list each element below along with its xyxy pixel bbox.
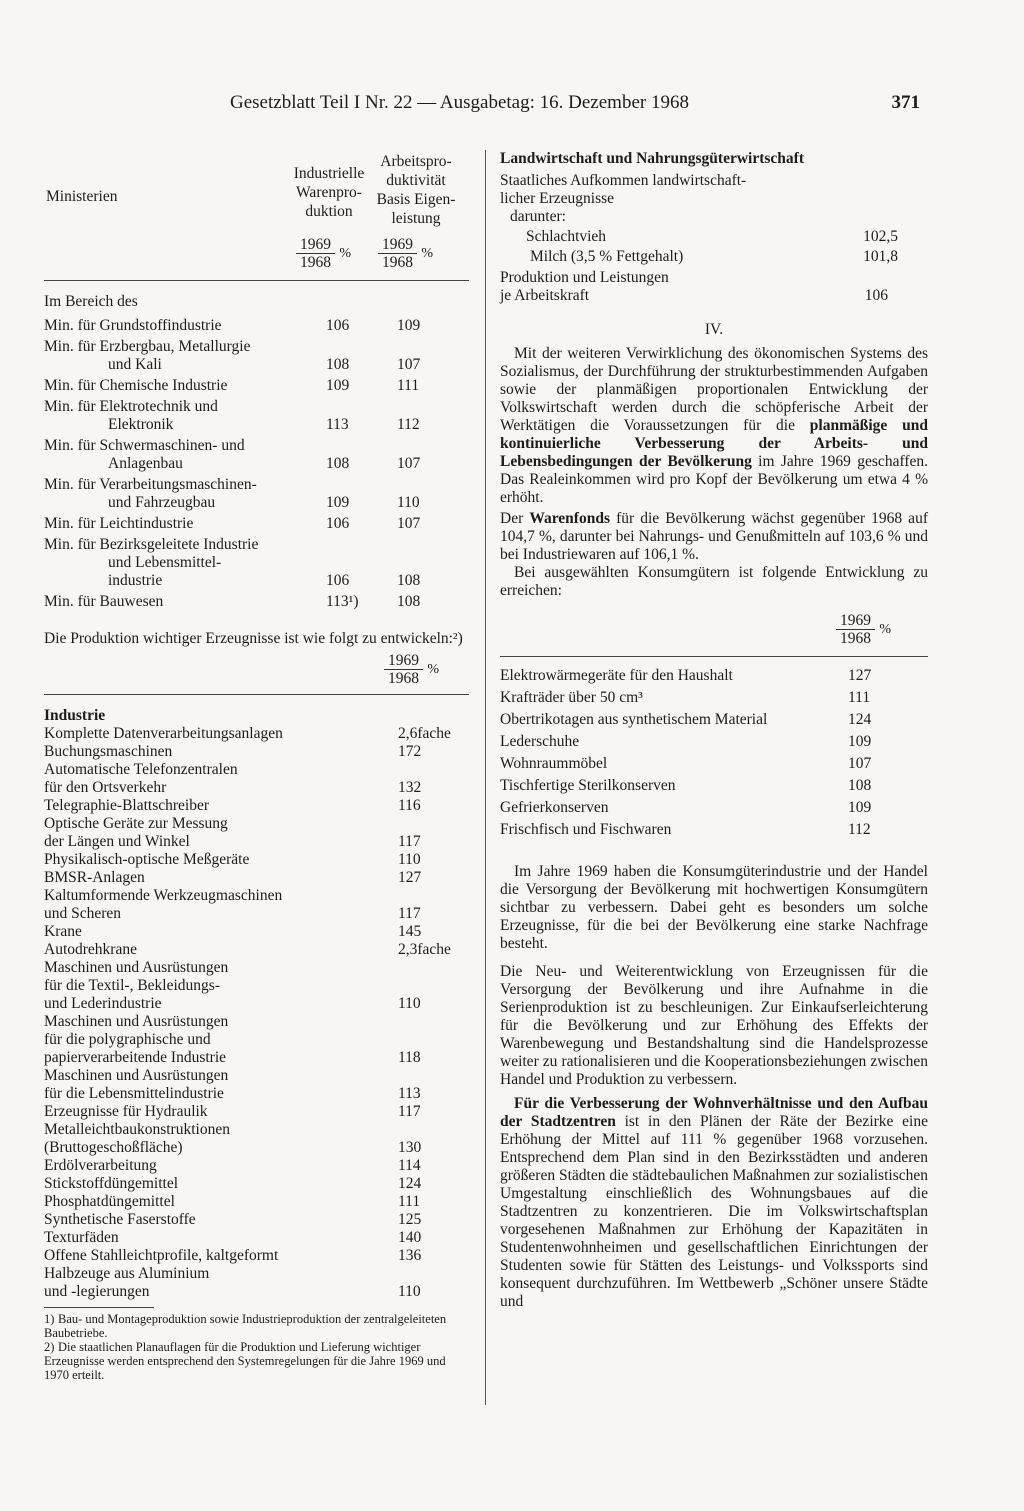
- row-label: und Lebensmittel-: [108, 554, 222, 571]
- table-row: [500, 821, 928, 839]
- row-label: Metalleichtbaukonstruktionen: [44, 1121, 230, 1138]
- table-row: [44, 437, 469, 473]
- row-value: 2,3fache: [398, 941, 451, 958]
- table-row: [500, 711, 928, 729]
- row-label: Min. für Elektrotechnik und: [44, 398, 218, 415]
- table-row: [44, 1013, 469, 1067]
- row-label: und Fahrzeugbau: [108, 494, 216, 511]
- table-row: [500, 689, 928, 707]
- table-row: [44, 851, 469, 869]
- row-label: für den Ortsverkehr: [44, 779, 167, 796]
- closing-para3: Für die Verbesserung der Wohnverhältnisse und den Aufbau der Stadtzentren ist in den Plänen der Räte der Bezirke eine Erhöhung der Mittel auf 111 % gegenüber 1968 vorzusehen. Entsprechend dem Plan sind in den Bezirksstädten und anderen größeren Städten die städtebaulichen Maßnahmen zur sozialistischen Umgestaltung einschließlich des Wohnungsbaues auf die Stadtzentren zu konzentrieren. Die im Volkswirtschaftsplan vorgesehenen Maßnahmen zur Erhöhung der Kapazitäten in Studentenwohnheimen und gesellschaftlichen Einrichtungen der Studenten sowie für Stätten des Leistungs- und Volkssports sind konsequent durchzuführen. Im Wettbewerb „Schöner unsere Städte und: [500, 1095, 928, 1310]
- value-productivity: 108: [397, 572, 421, 589]
- value-production: 106: [326, 572, 350, 589]
- row-label: Maschinen und Ausrüstungen: [44, 1067, 229, 1084]
- row-value: 124: [848, 711, 872, 728]
- col-header-production: Industrielle Warenpro- duktion: [293, 165, 365, 220]
- row-value: 110: [398, 1283, 421, 1300]
- table-row: [44, 338, 469, 374]
- table-row: [500, 799, 928, 817]
- row-label: Anlagenbau: [108, 455, 183, 472]
- row-value: 116: [398, 797, 421, 814]
- table-row: [44, 887, 469, 923]
- table-row: [44, 1175, 469, 1193]
- table-intro: Im Bereich des: [44, 293, 138, 310]
- value-productivity: 107: [397, 515, 421, 532]
- section-iv-para2: Der Warenfonds für die Bevölkerung wächst gegenüber 1968 auf 104,7 %, darunter bei Nahrungs- und Genußmitteln auf 103,6 % und bei Industriewaren auf 106,1 %.: [500, 510, 928, 563]
- agriculture-line1: Staatliches Aufkommen landwirtschaft-: [500, 172, 747, 189]
- row-label: und Kali: [108, 356, 162, 373]
- row-label: Maschinen und Ausrüstungen: [44, 959, 229, 976]
- section-iv-para1: Mit der weiteren Verwirklichung des ökonomischen Systems des Sozialismus, der Durchführung der strukturbestimmenden Aufgaben sowie der planmäßigen proportionalen Entwicklung der Volkswirtschaft werden durch die schöpferische Arbeit der Werktätigen die Voraussetzungen für die planmäßige und kontinuierliche Verbesserung der Arbeits- und Lebensbedingungen der Bevölkerung im Jahre 1969 geschaffen. Das Realeinkommen wird pro Kopf der Bevölkerung um etwa 4 % erhöht.: [500, 345, 928, 506]
- table-row: [44, 593, 469, 611]
- table-row: [44, 959, 469, 1013]
- table-row: [500, 733, 928, 751]
- row-label: Wohnraummöbel: [500, 755, 608, 772]
- table-row: [44, 1265, 469, 1301]
- row-label: BMSR-Anlagen: [44, 869, 145, 886]
- value-production: 109: [326, 494, 350, 511]
- row-value: 109: [848, 799, 872, 816]
- row-value: 140: [398, 1229, 422, 1246]
- row-label: papierverarbeitende Industrie: [44, 1049, 227, 1066]
- row-label: Krafträder über 50 cm³: [500, 689, 643, 706]
- row-value: 130: [398, 1139, 422, 1156]
- right-column: [500, 150, 928, 1311]
- row-label: Elektrowärmegeräte für den Haushalt: [500, 667, 733, 684]
- row-label: Min. für Bauwesen: [44, 593, 164, 610]
- table-row: [44, 797, 469, 815]
- row-label: Physikalisch-optische Meßgeräte: [44, 851, 250, 868]
- row-label: (Bruttogeschoßfläche): [44, 1139, 183, 1156]
- table-row: [44, 725, 469, 743]
- row-label: Komplette Datenverarbeitungsanlagen: [44, 725, 283, 742]
- agriculture-row-schlachtvieh: Schlachtvieh 102,5: [526, 228, 898, 245]
- row-label: Lederschuhe: [500, 733, 580, 750]
- row-label: für die polygraphische und: [44, 1031, 211, 1048]
- table-row: [44, 941, 469, 959]
- ministries-table-body: [44, 317, 469, 611]
- table-row: [44, 515, 469, 533]
- col-label-ministries: Ministerien: [46, 188, 118, 205]
- row-label: und Lederindustrie: [44, 995, 162, 1012]
- table-row: [44, 317, 469, 335]
- row-value: 113: [398, 1085, 421, 1102]
- value-production: 106: [326, 317, 350, 334]
- row-value: 108: [848, 777, 872, 794]
- table-row: [500, 755, 928, 773]
- row-label: Offene Stahlleichtprofile, kaltgeformt: [44, 1247, 279, 1264]
- consumer-table-body: [500, 667, 928, 839]
- table-row: [44, 1067, 469, 1103]
- section-iv-numeral: IV.: [704, 321, 724, 338]
- table-row: [44, 476, 469, 512]
- table-row: [44, 1211, 469, 1229]
- table-row: [44, 1103, 469, 1121]
- row-label: Halbzeuge aus Aluminium: [44, 1265, 210, 1282]
- row-label: Gefrierkonserven: [500, 799, 609, 816]
- row-label: Min. für Schwermaschinen- und: [44, 437, 245, 454]
- row-value: 172: [398, 743, 422, 760]
- ministries-table-header: [44, 150, 469, 280]
- table-row: [44, 1121, 469, 1157]
- row-label: für die Textil-, Bekleidungs-: [44, 977, 220, 994]
- row-label: Elektronik: [108, 416, 174, 433]
- row-label: Autodrehkrane: [44, 941, 137, 958]
- footnote-2: 2) Die staatlichen Planauflagen für die Produktion und Lieferung wichtiger Erzeugnisse werden entsprechend den Systemregelungen für die Jahre 1969 und 1970 erteilt.: [44, 1340, 446, 1382]
- value-production: 109: [326, 377, 350, 394]
- row-label: der Längen und Winkel: [44, 833, 190, 850]
- row-value: 111: [848, 689, 871, 706]
- row-value: 117: [398, 833, 421, 850]
- section-iv-para3: Bei ausgewählten Konsumgütern ist folgende Entwicklung zu erreichen:: [500, 564, 928, 599]
- row-value: 136: [398, 1247, 422, 1264]
- row-value: 110: [398, 851, 421, 868]
- row-label: industrie: [108, 572, 163, 589]
- agriculture-row-milch: Milch (3,5 % Fettgehalt) 101,8: [530, 248, 898, 265]
- table-row: [44, 377, 469, 395]
- row-label: Krane: [44, 923, 82, 940]
- left-column: [44, 150, 469, 1382]
- value-productivity: 112: [397, 416, 420, 433]
- row-value: 112: [848, 821, 871, 838]
- table-row: [44, 743, 469, 761]
- page-number: 371: [891, 92, 920, 113]
- closing-para2: Die Neu- und Weiterentwicklung von Erzeugnissen für die Versorgung der Bevölkerung und ihre Aufnahme in die Serienproduktion ist zu beschleunigen. Zur Einkaufserleichterung für die Bevölkerung und zur Erhöhung des Effekts der Warenbewegung und Bestandshaltung sind die Handelsprozesse weiter zu rationalisieren und die Kooperationsbeziehungen zwischen Handel und Produktion zu verbessern.: [500, 963, 928, 1088]
- fraction-1969-1968-col1: 1969 1968 %: [296, 236, 335, 271]
- row-value: 125: [398, 1211, 422, 1228]
- fraction-1969-1968-industry: 1969 1968 %: [384, 652, 423, 687]
- row-value: 117: [398, 905, 421, 922]
- row-label: Synthetische Faserstoffe: [44, 1211, 196, 1228]
- header-title: Gesetzblatt Teil I Nr. 22 — Ausgabetag: 16. Dezember 1968: [230, 92, 689, 113]
- row-label: Erzeugnisse für Hydraulik: [44, 1103, 208, 1120]
- page-header: [230, 92, 920, 120]
- row-label: Frischfisch und Fischwaren: [500, 821, 672, 838]
- agriculture-row-productivity: je Arbeitskraft 106: [500, 287, 888, 304]
- row-label: Phosphatdüngemittel: [44, 1193, 175, 1210]
- table-row: [44, 1247, 469, 1265]
- row-value: 124: [398, 1175, 422, 1192]
- row-label: Tischfertige Sterilkonserven: [500, 777, 676, 794]
- row-value: 109: [848, 733, 872, 750]
- value-productivity: 107: [397, 455, 421, 472]
- row-label: Min. für Bezirksgeleitete Industrie: [44, 536, 259, 553]
- row-label: Optische Geräte zur Messung: [44, 815, 228, 832]
- row-value: 118: [398, 1049, 421, 1066]
- row-label: Stickstoffdüngemittel: [44, 1175, 179, 1192]
- row-label: Min. für Verarbeitungsmaschinen-: [44, 476, 257, 493]
- value-productivity: 110: [397, 494, 420, 511]
- table-row: [44, 923, 469, 941]
- row-value: 145: [398, 923, 422, 940]
- value-productivity: 107: [397, 356, 421, 373]
- consumer-fraction-row: [500, 600, 928, 656]
- col-header-productivity: Arbeitspro- duktivität Basis Eigen- leistung: [376, 153, 456, 227]
- table-row: [44, 398, 469, 434]
- row-label: Min. für Chemische Industrie: [44, 377, 228, 394]
- row-label: und Scheren: [44, 905, 122, 922]
- row-label: Buchungsmaschinen: [44, 743, 173, 760]
- closing-para1: Im Jahre 1969 haben die Konsumgüterindustrie und der Handel die Versorgung der Bevölkerung mit hochwertigen Konsumgütern sichtbar zu verbessern. Dabei geht es besonders um solche Erzeugnisse, für die bei der Bevölkerung eine starke Nachfrage besteht.: [500, 863, 928, 952]
- row-label: Min. für Erzbergbau, Metallurgie: [44, 338, 251, 355]
- row-value: 132: [398, 779, 422, 796]
- table-row: [44, 869, 469, 887]
- row-label: Texturfäden: [44, 1229, 119, 1246]
- row-label: Erdölverarbeitung: [44, 1157, 157, 1174]
- agriculture-prod-line1: Produktion und Leistungen: [500, 269, 669, 286]
- footnote-1: 1) Bau- und Montageproduktion sowie Industrieproduktion der zentralgeleiteten Baubetriebe.: [44, 1312, 447, 1340]
- row-value: 114: [398, 1157, 421, 1174]
- value-production: 108: [326, 455, 350, 472]
- value-production: 113¹): [326, 593, 359, 610]
- row-value: 107: [848, 755, 872, 772]
- value-production: 113: [326, 416, 349, 433]
- row-label: Kaltumformende Werkzeugmaschinen: [44, 887, 283, 904]
- value-productivity: 108: [397, 593, 421, 610]
- row-label: für die Lebensmittelindustrie: [44, 1085, 224, 1102]
- table-row: [44, 761, 469, 797]
- table-row: [44, 536, 469, 590]
- row-label: Obertrikotagen aus synthetischem Material: [500, 711, 768, 728]
- row-label: Telegraphie-Blattschreiber: [44, 797, 210, 814]
- value-productivity: 109: [397, 317, 421, 334]
- fraction-1969-1968-consumer: 1969 1968 %: [836, 612, 875, 647]
- row-label: Automatische Telefonzentralen: [44, 761, 238, 778]
- row-value: 117: [398, 1103, 421, 1120]
- column-divider: [485, 150, 486, 1405]
- table-row: [44, 1193, 469, 1211]
- agriculture-line2: licher Erzeugnisse: [500, 190, 615, 207]
- value-production: 108: [326, 356, 350, 373]
- table-row: [500, 777, 928, 795]
- table-row: [500, 667, 928, 685]
- fraction-1969-1968-col2: 1969 1968 %: [378, 236, 417, 271]
- table-row: [44, 1229, 469, 1247]
- row-value: 111: [398, 1193, 421, 1210]
- row-label: und -legierungen: [44, 1283, 150, 1300]
- row-value: 127: [398, 869, 422, 886]
- row-label: Maschinen und Ausrüstungen: [44, 1013, 229, 1030]
- row-value: 127: [848, 667, 872, 684]
- industry-fraction-row: [44, 648, 469, 694]
- industry-table-body: [44, 725, 469, 1301]
- production-intro: Die Produktion wichtiger Erzeugnisse ist wie folgt zu entwickeln:²): [44, 630, 463, 647]
- industry-heading: Industrie: [44, 707, 106, 724]
- agriculture-darunter: darunter:: [510, 208, 566, 225]
- value-production: 106: [326, 515, 350, 532]
- agriculture-heading: Landwirtschaft und Nahrungsgüterwirtschaft: [500, 150, 804, 167]
- table-row: [44, 1157, 469, 1175]
- value-productivity: 111: [397, 377, 420, 394]
- table-row: [44, 815, 469, 851]
- row-value: 2,6fache: [398, 725, 451, 742]
- row-value: 110: [398, 995, 421, 1012]
- row-label: Min. für Leichtindustrie: [44, 515, 194, 532]
- row-label: Min. für Grundstoffindustrie: [44, 317, 222, 334]
